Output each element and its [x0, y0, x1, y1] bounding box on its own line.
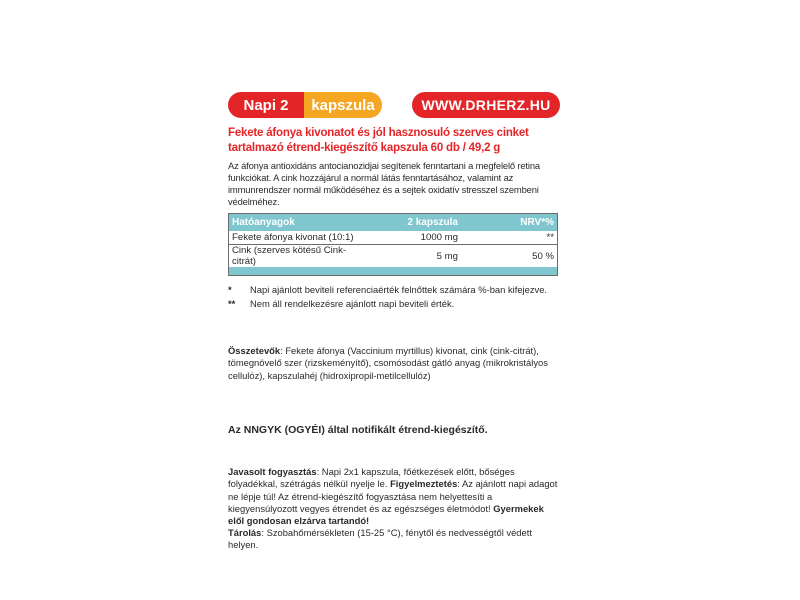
- title-line-2: tartalmazó étrend-kiegészítő kapszula 60 db / 49,2 g: [228, 142, 501, 154]
- ingredients-text: : Fekete áfonya (Vaccinium myrtillus) kivonat, cink (cink-citrát), tömegnövelő szer (rizskeményítő), csomósodást gátló anyag (mikrokristályos cellulóz), kapszulahéj (hidroxipropil-metilcellulóz): [228, 345, 548, 381]
- usage-section: [228, 466, 560, 551]
- cell-nrv: **: [461, 231, 558, 245]
- title-line-1: Fekete áfonya kivonatot és jól hasznosuló szerves cinket: [228, 127, 529, 139]
- usage-dose-label: Javasolt fogyasztás: [228, 466, 317, 478]
- footnote-text: Nem áll rendelkezésre ajánlott napi beviteli érték.: [250, 298, 455, 309]
- cell-amount: 5 mg: [436, 250, 458, 262]
- warning-text: : Az ajánlott napi adagot ne lépje túl! Az étrend-kiegészítő fogyasztása nem helyettesíti a kiegyensúlyozott vegyes étrendet és az egészséges életmódot!: [228, 478, 558, 514]
- table-header-row: [229, 214, 558, 232]
- footnotes: [228, 283, 560, 311]
- dose-unit: kapszula: [304, 92, 382, 118]
- table-row: [229, 231, 558, 245]
- notification-statement: Az NNGYK (OGYÉI) által notifikált étrend-kiegészítő.: [228, 424, 488, 437]
- column-header-ingredient: Hatóanyagok: [229, 214, 366, 232]
- table-row: [229, 245, 558, 268]
- storage-text: : Szobahőmérsékleten (15-25 °C), fénytől és nedvességtől védett helyen.: [228, 527, 532, 551]
- cell-amount: 1000 mg: [365, 231, 461, 245]
- product-title: [228, 126, 560, 156]
- footnote: [228, 283, 560, 297]
- table-footer-bar: [229, 267, 558, 276]
- footnote-text: Napi ajánlott beviteli referenciaérték felnőttek számára %-ban kifejezve.: [250, 284, 548, 295]
- nutrition-table: [228, 213, 558, 276]
- column-header-amount: 2 kapszula: [365, 214, 461, 232]
- website-badge: WWW.DRHERZ.HU: [412, 92, 560, 118]
- footnote-mark: **: [228, 298, 236, 309]
- dose-number: Napi 2: [228, 92, 304, 118]
- cell-ingredient: Fekete áfonya kivonat (10:1): [229, 231, 366, 245]
- daily-dose-badge: [228, 92, 382, 118]
- cell-ingredient: Cink (szerves kötésű Cink-citrát): [232, 245, 347, 267]
- footnote: [228, 297, 560, 311]
- usage-dose-text: : Napi 2x1 kapszula, főétkezések előtt, bőséges folyadékkal, szétrágás nélkül nyelje le.: [228, 466, 515, 490]
- product-label: [228, 92, 560, 552]
- ingredients-label: Összetevők: [228, 345, 281, 356]
- ingredients-section: [228, 345, 560, 382]
- footnote-mark: *: [228, 284, 232, 295]
- cell-nrv: 50 %: [532, 250, 554, 262]
- column-header-nrv: NRV*%: [461, 214, 558, 232]
- storage-label: Tárolás: [228, 527, 262, 539]
- warning-label: Figyelmeztetés: [390, 478, 458, 490]
- intro-text: Az áfonya antioxidáns antocianozidjai segítenek fenntartani a megfelelő retina funkciókat. A cink hozzájárul a normál látás fenntartásához, valamint az immunrendszer normál működéséhez és a sejtek oxidatív stresszel szembeni védelméhez.: [228, 160, 540, 207]
- children-warning: Gyermekek elől gondosan elzárva tartandó!: [228, 502, 544, 527]
- label-header: [228, 92, 560, 120]
